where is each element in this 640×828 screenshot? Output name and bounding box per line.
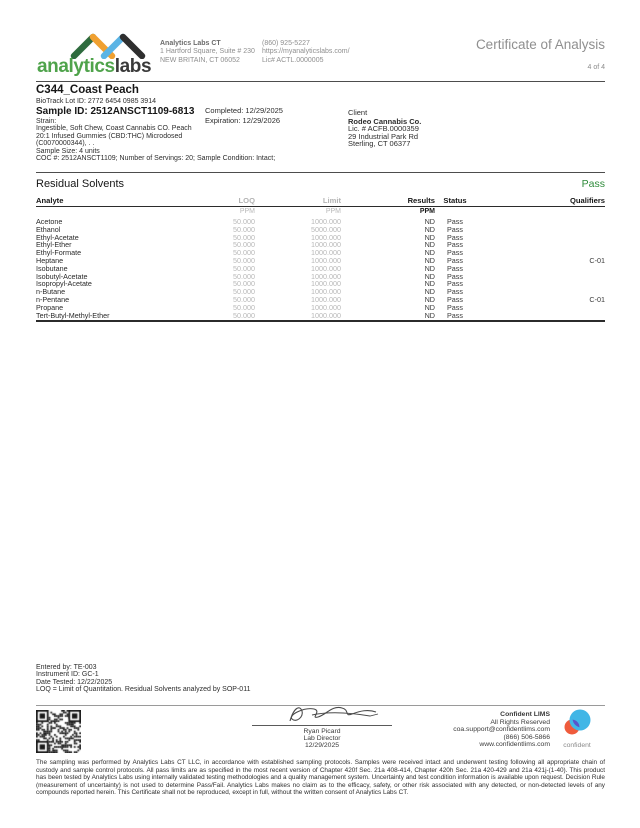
table-units-row — [36, 208, 605, 215]
cell-status: Pass — [447, 255, 463, 265]
cell-limit: 1000.000 — [311, 248, 341, 258]
client-address1: 29 Industrial Park Rd — [348, 131, 419, 141]
cell-analyte: Acetone — [36, 217, 63, 226]
cell-result: ND — [424, 287, 435, 297]
signatory-block — [252, 728, 392, 749]
cell-result: ND — [424, 310, 435, 320]
cell-limit: 1000.000 — [311, 279, 341, 289]
table-row — [36, 225, 605, 233]
cell-status: Pass — [447, 271, 463, 281]
sample-id: Sample ID: 2512ANSCT1109-6813 — [36, 105, 195, 117]
cell-analyte: Propane — [36, 302, 64, 312]
table-row — [36, 256, 605, 264]
coc-line: COC #: 2512ANSCT1109; Number of Servings: 20; Sample Condition: Intact; — [36, 154, 276, 162]
cell-qualifier: C-01 — [589, 255, 605, 265]
confident-logo — [557, 707, 597, 749]
lab-license: Lic# ACTL.0000005 — [262, 56, 324, 64]
cell-limit: 1000.000 — [311, 217, 341, 226]
table-row — [36, 272, 605, 280]
table-row — [36, 295, 605, 303]
client-block — [348, 109, 421, 148]
cell-limit: 1000.000 — [311, 263, 341, 273]
cell-analyte: n-Butane — [36, 287, 66, 297]
client-address2: Sterling, CT 06377 — [348, 139, 411, 149]
qr-code-canvas — [36, 710, 81, 753]
unit-loq: PPM — [239, 208, 255, 215]
cell-limit: 1000.000 — [311, 302, 341, 312]
cell-loq: 50.000 — [233, 302, 255, 312]
cell-qualifier: C-01 — [589, 294, 605, 304]
confident-logo-icon — [557, 707, 597, 737]
cell-result: ND — [424, 271, 435, 281]
strain-line1: Ingestible, Soft Chew, Coast Cannabis CO. Peach — [36, 125, 192, 133]
lims-name: Confident LIMS — [500, 711, 550, 718]
cell-status: Pass — [447, 240, 463, 250]
qr-code — [36, 710, 81, 753]
wordmark-analytics: analytics — [37, 56, 115, 77]
cell-status: Pass — [447, 263, 463, 273]
col-header-analyte: Analyte — [36, 196, 64, 205]
cell-result: ND — [424, 248, 435, 258]
lab-info-block — [160, 40, 255, 65]
solvents-table-body — [36, 217, 605, 322]
lab-address-line1: 1 Hartford Square, Suite # 230 — [160, 48, 255, 56]
test-meta-block — [36, 664, 250, 693]
analytics-labs-logo-icon — [66, 32, 162, 59]
cell-result: ND — [424, 255, 435, 265]
client-license: Lic. # ACFB.0000359 — [348, 124, 419, 134]
table-row — [36, 233, 605, 241]
disclaimer-text: The sampling was performed by Analytics Labs CT LLC, in accordance with established sampling protocols. Samples were received intact and underwent testing following all appropriate chain of custody and sample control protocols. All pass limits are as specified in the most recent version of Chapter 420f Sec. 21a 408-414, Chapter 420h Sec. 21a 420-429 and 21a 421j-(1-40). This product has been tested by Analytics Labs using internally validated testing methodologies and a quality management system. Uncertainty and test condition information is available upon request. Decision Rule (measurement of uncertainty) is not used to determine Pass/Fail. Analytics Labs makes no claim as to the efficacy, safety, or other risk associated with any detected, or non-detected levels of any compounds reported herein. This Certificate shall not be reproduced, except in full, without the written consent of Analytics Labs CT. — [36, 759, 605, 796]
signature-line — [252, 710, 392, 726]
lab-phone: (860) 925-5227 — [262, 40, 310, 47]
cell-loq: 50.000 — [233, 294, 255, 304]
table-row — [36, 217, 605, 225]
table-header-row — [36, 196, 605, 207]
cell-loq: 50.000 — [233, 217, 255, 226]
cell-result: ND — [424, 217, 435, 226]
signatory-title: Lab Director — [303, 735, 341, 743]
table-row — [36, 287, 605, 295]
instrument-id: Instrument ID: GC-1 — [36, 671, 99, 679]
header-divider — [36, 81, 605, 82]
cell-loq: 50.000 — [233, 279, 255, 289]
cell-status: Pass — [447, 248, 463, 258]
table-row — [36, 279, 605, 287]
cell-analyte: n-Pentane — [36, 294, 70, 304]
cell-analyte: Isobutane — [36, 263, 68, 273]
cell-analyte: Ethyl-Acetate — [36, 232, 79, 242]
expiration-date: Expiration: 12/29/2026 — [205, 115, 281, 125]
cell-status: Pass — [447, 310, 463, 320]
cell-status: Pass — [447, 232, 463, 242]
completed-date: Completed: 12/29/2025 — [205, 106, 283, 115]
lims-website-link[interactable]: www.confidentlims.com — [479, 741, 550, 749]
cell-loq: 50.000 — [233, 224, 255, 234]
unit-limit: PPM — [325, 208, 341, 215]
col-header-status: Status — [443, 196, 467, 205]
client-label: Client — [348, 108, 368, 117]
client-name: Rodeo Cannabis Co. — [348, 116, 422, 126]
lab-name: Analytics Labs CT — [160, 40, 221, 47]
cell-status: Pass — [447, 224, 463, 234]
lims-rights: All Rights Reserved — [490, 718, 550, 726]
cell-loq: 50.000 — [233, 310, 255, 320]
table-row — [36, 311, 605, 319]
cell-result: ND — [424, 232, 435, 242]
cell-loq: 50.000 — [233, 232, 255, 242]
signatory-date: 12/29/2025 — [304, 742, 340, 750]
cell-result: ND — [424, 279, 435, 289]
product-name: C344_Coast Peach — [36, 84, 139, 96]
strain-line3: (C0070000344), . . — [36, 140, 95, 148]
cell-loq: 50.000 — [233, 271, 255, 281]
cell-status: Pass — [447, 287, 463, 297]
cell-limit: 1000.000 — [311, 271, 341, 281]
biotrack-lot-id: BioTrack Lot ID: 2772 6454 0985 3914 — [36, 97, 156, 105]
sample-size: Sample Size: 4 units — [36, 147, 100, 155]
table-row — [36, 248, 605, 256]
wordmark-labs: labs — [114, 56, 152, 77]
document-title: Certificate of Analysis — [475, 37, 605, 52]
cell-result: ND — [424, 294, 435, 304]
cell-analyte: Isobutyl-Acetate — [36, 271, 88, 281]
cell-status: Pass — [447, 217, 463, 226]
cell-analyte: Ethyl-Ether — [36, 240, 72, 250]
cell-limit: 1000.000 — [311, 294, 341, 304]
cell-status: Pass — [447, 279, 463, 289]
cell-result: ND — [424, 263, 435, 273]
cell-limit: 1000.000 — [311, 232, 341, 242]
cell-limit: 1000.000 — [311, 255, 341, 265]
cell-limit: 1000.000 — [311, 287, 341, 297]
cell-analyte: Tert-Butyl-Methyl-Ether — [36, 310, 110, 320]
confident-logo-text: confident — [563, 742, 591, 749]
page-number: 4 of 4 — [587, 64, 605, 71]
cell-status: Pass — [447, 294, 463, 304]
sample-info-block — [36, 84, 346, 162]
entered-by: Entered by: TE-003 — [36, 664, 97, 671]
lims-info-block — [453, 711, 550, 749]
cell-limit: 1000.000 — [311, 310, 341, 320]
cell-loq: 50.000 — [233, 287, 255, 297]
col-header-loq: LOQ — [238, 196, 255, 205]
dates-block — [205, 106, 283, 125]
cell-analyte: Ethanol — [36, 224, 61, 234]
strain-label: Strain: — [36, 117, 57, 125]
signatory-name: Ryan Picard — [303, 728, 341, 735]
cell-loq: 50.000 — [233, 255, 255, 265]
cell-loq: 50.000 — [233, 248, 255, 258]
col-header-qualifiers: Qualifiers — [569, 196, 605, 205]
lims-email-link[interactable]: coa.support@confidentlims.com — [453, 726, 550, 734]
cell-limit: 1000.000 — [311, 240, 341, 250]
cell-status: Pass — [447, 302, 463, 312]
section-status-badge: Pass — [581, 178, 605, 190]
cell-result: ND — [424, 302, 435, 312]
cell-result: ND — [424, 224, 435, 234]
cell-loq: 50.000 — [233, 240, 255, 250]
cell-analyte: Heptane — [36, 255, 64, 265]
lab-address-line2: NEW BRITAIN, CT 06052 — [160, 56, 240, 64]
cell-result: ND — [424, 240, 435, 250]
date-tested: Date Tested: 12/22/2025 — [36, 678, 113, 686]
analytics-labs-wordmark — [37, 56, 151, 78]
lab-website-link[interactable]: https://myanalyticslabs.com/ — [262, 48, 350, 56]
lab-contact-block — [262, 40, 350, 65]
strain-line2: 20:1 Infused Gummies (CBD:THC) Microdosed — [36, 132, 183, 140]
cell-loq: 50.000 — [233, 263, 255, 273]
section-divider — [36, 172, 605, 173]
lims-phone: (866) 506-5866 — [503, 733, 550, 741]
col-header-limit: Limit — [322, 196, 341, 205]
cell-analyte: Ethyl-Formate — [36, 248, 82, 258]
loq-note: LOQ = Limit of Quantitation. Residual Solvents analyzed by SOP-011 — [36, 685, 251, 693]
unit-results: PPM — [419, 208, 435, 215]
section-title: Residual Solvents — [36, 178, 125, 190]
cell-limit: 5000.000 — [311, 224, 341, 234]
col-header-results: Results — [407, 196, 435, 205]
table-row — [36, 240, 605, 248]
cell-analyte: Isopropyl-Acetate — [36, 279, 92, 289]
